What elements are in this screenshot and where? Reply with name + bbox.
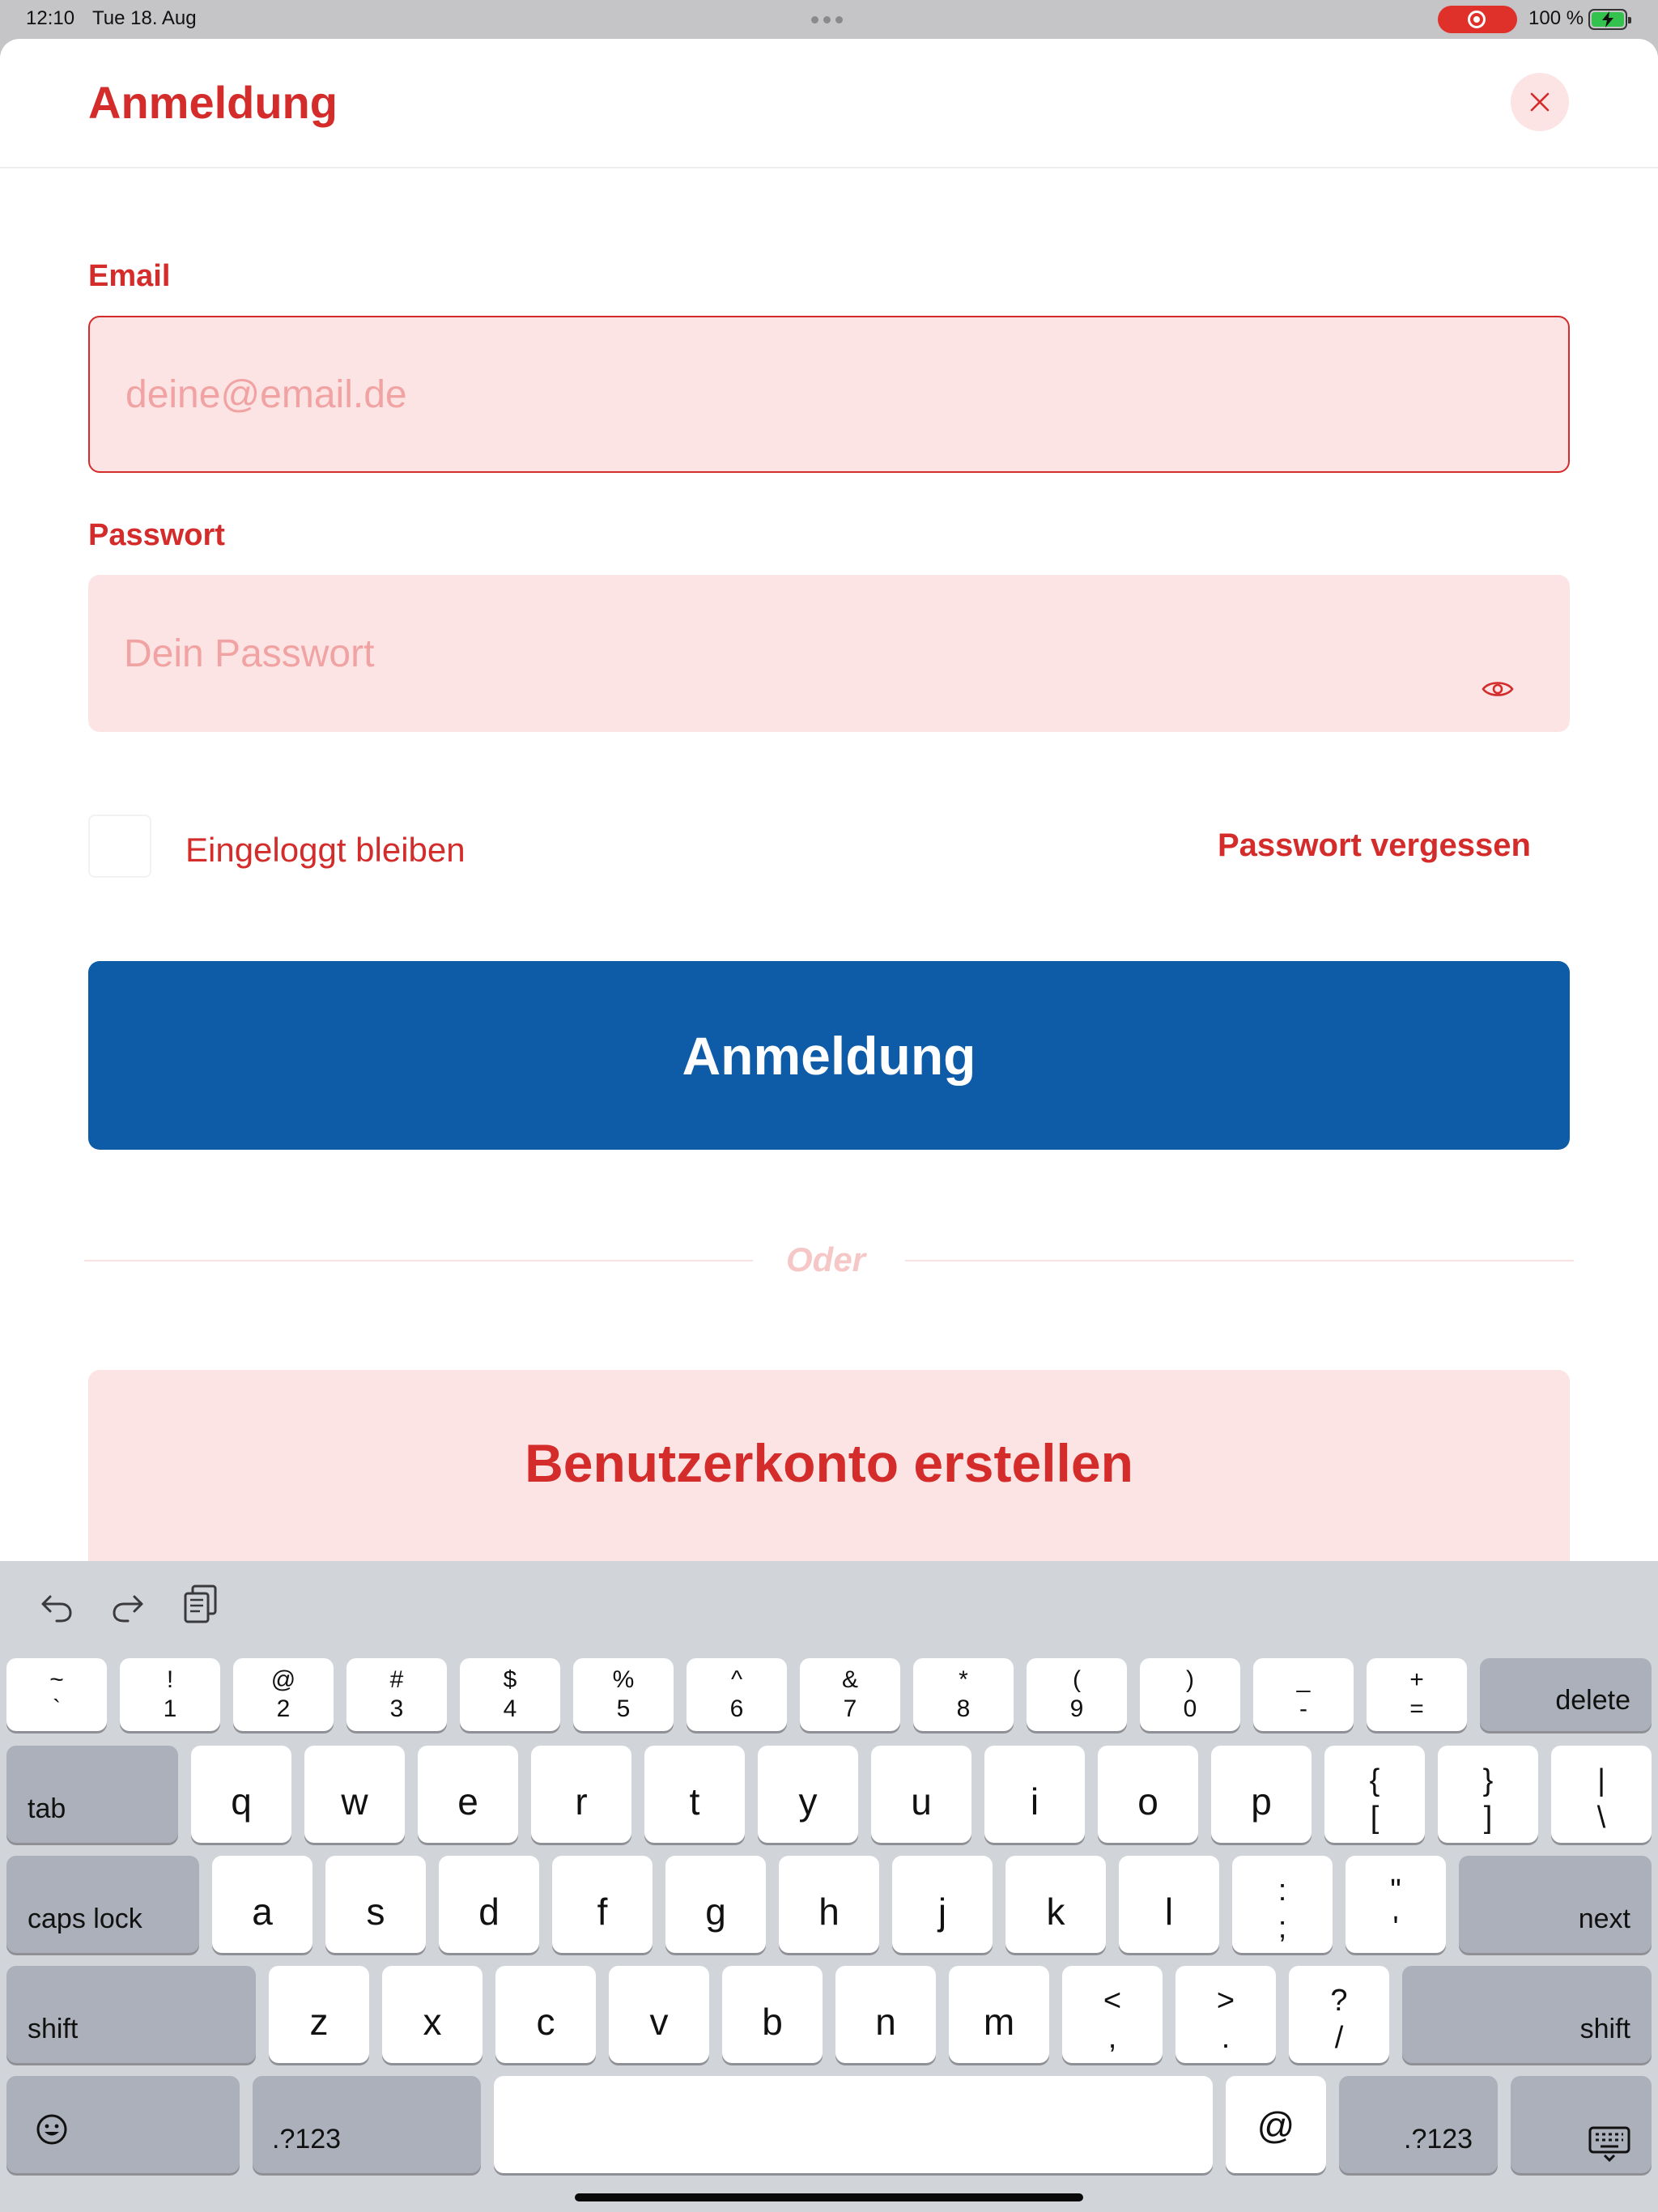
- close-icon: [1529, 91, 1550, 113]
- key-at[interactable]: @: [1226, 2076, 1326, 2173]
- key-quote[interactable]: " ': [1346, 1856, 1446, 1953]
- next-key[interactable]: next: [1459, 1856, 1652, 1953]
- key-equals[interactable]: + =: [1367, 1658, 1467, 1731]
- key-2[interactable]: @ 2: [233, 1658, 334, 1731]
- key-7[interactable]: & 7: [800, 1658, 900, 1731]
- divider-line-left: [84, 1260, 753, 1261]
- show-password-icon[interactable]: [1482, 678, 1514, 700]
- key-b[interactable]: b: [722, 1966, 823, 2063]
- caps-lock-key[interactable]: caps lock: [6, 1856, 199, 1953]
- key-i[interactable]: i: [984, 1746, 1085, 1843]
- key-9[interactable]: ( 9: [1027, 1658, 1127, 1731]
- key-u[interactable]: u: [871, 1746, 971, 1843]
- key-backtick[interactable]: ~ `: [6, 1658, 107, 1731]
- space-key[interactable]: [494, 2076, 1213, 2173]
- key-p[interactable]: p: [1211, 1746, 1312, 1843]
- key-backslash[interactable]: | \: [1551, 1746, 1652, 1843]
- key-g[interactable]: g: [665, 1856, 766, 1953]
- key-slash[interactable]: ? /: [1289, 1966, 1389, 2063]
- key-k[interactable]: k: [1005, 1856, 1106, 1953]
- emoji-icon: [36, 2113, 68, 2146]
- key-l[interactable]: l: [1119, 1856, 1219, 1953]
- keyboard-dismiss-icon: [1588, 2126, 1630, 2162]
- shift-right-key[interactable]: shift: [1402, 1966, 1652, 2063]
- onscreen-keyboard: [0, 1561, 1658, 2212]
- multitasking-dots-icon[interactable]: [811, 16, 843, 23]
- delete-key[interactable]: delete: [1480, 1658, 1652, 1731]
- screen-recording-icon[interactable]: [1438, 6, 1517, 33]
- login-button[interactable]: Anmeldung: [88, 961, 1570, 1150]
- status-time: 12:10: [26, 7, 75, 29]
- tab-key[interactable]: tab: [6, 1746, 178, 1843]
- key-s[interactable]: s: [325, 1856, 426, 1953]
- undo-icon[interactable]: [39, 1589, 74, 1624]
- key-3[interactable]: # 3: [346, 1658, 447, 1731]
- divider-text: Oder: [786, 1240, 866, 1278]
- key-w[interactable]: w: [304, 1746, 405, 1843]
- redo-icon[interactable]: [110, 1589, 146, 1624]
- key-r[interactable]: r: [531, 1746, 631, 1843]
- key-bracket-right[interactable]: } ]: [1438, 1746, 1538, 1843]
- numbers-key-right[interactable]: .?123: [1339, 2076, 1498, 2173]
- status-date: Tue 18. Aug: [92, 7, 197, 29]
- remember-label[interactable]: Eingeloggt bleiben: [185, 831, 466, 869]
- key-e[interactable]: e: [418, 1746, 518, 1843]
- password-label: Passwort: [88, 518, 225, 552]
- forgot-password-link[interactable]: Passwort vergessen: [1218, 827, 1531, 863]
- key-minus[interactable]: _ -: [1253, 1658, 1354, 1731]
- battery-percent: 100 %: [1528, 7, 1584, 29]
- key-5[interactable]: % 5: [573, 1658, 674, 1731]
- numbers-key-left[interactable]: .?123: [253, 2076, 481, 2173]
- close-button[interactable]: [1511, 73, 1569, 131]
- key-j[interactable]: j: [892, 1856, 993, 1953]
- key-y[interactable]: y: [758, 1746, 858, 1843]
- password-field[interactable]: Dein Passwort: [88, 575, 1570, 732]
- key-n[interactable]: n: [835, 1966, 936, 2063]
- key-period[interactable]: > .: [1175, 1966, 1276, 2063]
- key-q[interactable]: q: [191, 1746, 291, 1843]
- email-label: Email: [88, 259, 171, 293]
- key-m[interactable]: m: [949, 1966, 1049, 2063]
- shift-left-key[interactable]: shift: [6, 1966, 256, 2063]
- home-indicator[interactable]: [575, 2193, 1083, 2201]
- key-v[interactable]: v: [609, 1966, 709, 2063]
- key-o[interactable]: o: [1098, 1746, 1198, 1843]
- key-c[interactable]: c: [495, 1966, 596, 2063]
- create-account-button[interactable]: Benutzerkonto erstellen: [88, 1370, 1570, 1561]
- sheet-header: [0, 39, 1658, 168]
- divider-line-right: [905, 1260, 1574, 1261]
- dismiss-keyboard-key[interactable]: [1511, 2076, 1652, 2173]
- key-0[interactable]: ) 0: [1140, 1658, 1240, 1731]
- emoji-key[interactable]: [6, 2076, 240, 2173]
- key-6[interactable]: ^ 6: [687, 1658, 787, 1731]
- key-d[interactable]: d: [439, 1856, 539, 1953]
- status-bar: [0, 0, 1658, 39]
- page-title: Anmeldung: [88, 77, 338, 128]
- login-sheet: [0, 39, 1658, 1561]
- key-h[interactable]: h: [779, 1856, 879, 1953]
- key-bracket-left[interactable]: { [: [1324, 1746, 1425, 1843]
- key-t[interactable]: t: [644, 1746, 745, 1843]
- key-z[interactable]: z: [269, 1966, 369, 2063]
- email-field[interactable]: deine@email.de: [88, 316, 1570, 473]
- key-1[interactable]: ! 1: [120, 1658, 220, 1731]
- key-comma[interactable]: < ,: [1062, 1966, 1163, 2063]
- battery-icon: [1588, 9, 1627, 30]
- key-8[interactable]: * 8: [913, 1658, 1014, 1731]
- key-4[interactable]: $ 4: [460, 1658, 560, 1731]
- key-semicolon[interactable]: : ;: [1232, 1856, 1333, 1953]
- key-x[interactable]: x: [382, 1966, 483, 2063]
- key-f[interactable]: f: [552, 1856, 653, 1953]
- key-a[interactable]: a: [212, 1856, 312, 1953]
- remember-checkbox[interactable]: [88, 815, 151, 878]
- paste-icon[interactable]: [183, 1584, 219, 1624]
